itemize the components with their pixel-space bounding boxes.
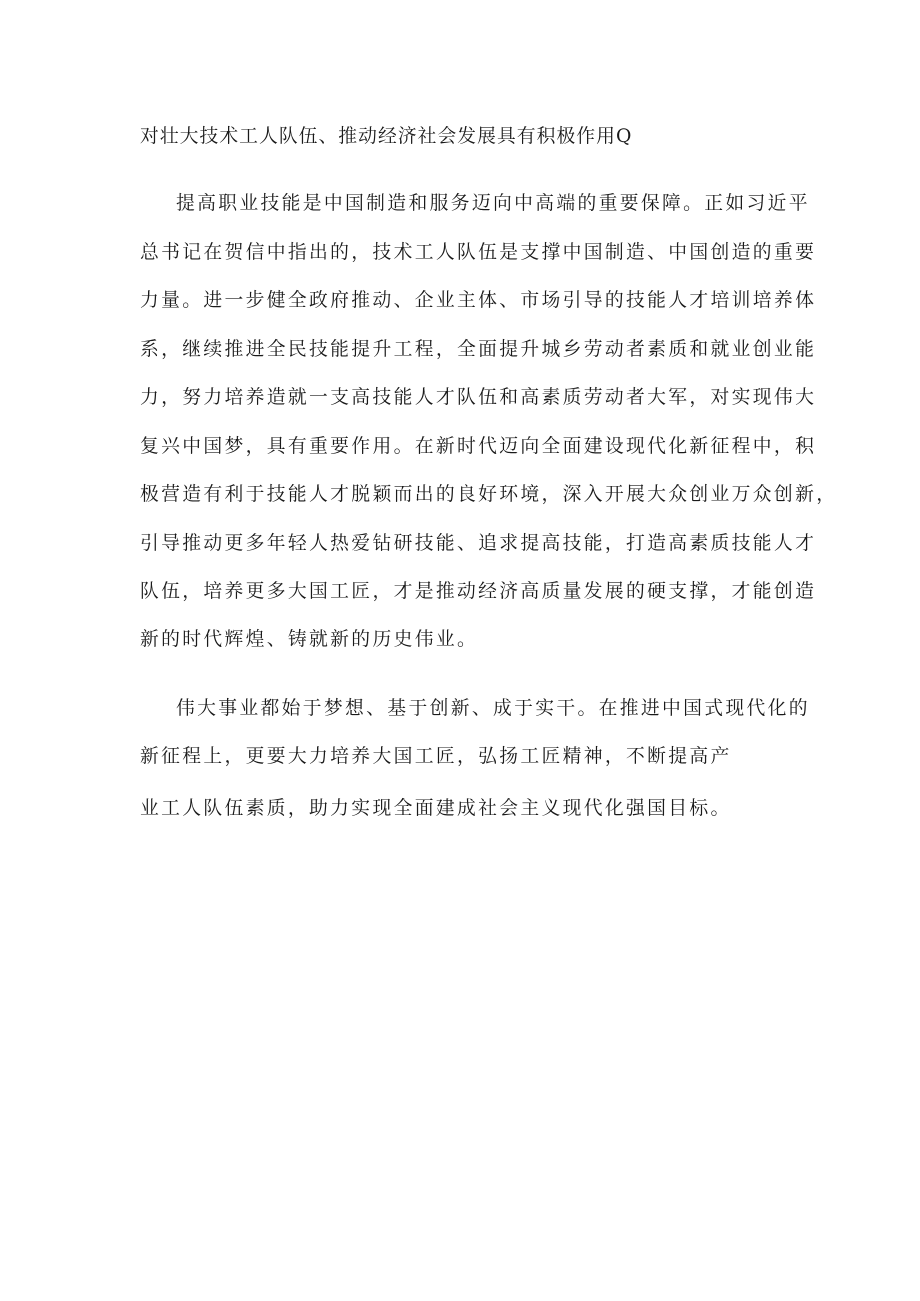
paragraph-2-line-9: 队伍，培养更多大国工匠，才是推动经济高质量发展的硬支撑，才能创造 [140,581,817,602]
paragraph-2-line-10: 新的时代辉煌、铸就新的历史伟业。 [140,629,479,650]
paragraph-2-line-6: 复兴中国梦，具有重要作用。在新时代迈向全面建设现代化新征程中，积 [140,436,817,457]
paragraph-2-line-8: 引导推动更多年轻人热爱钻研技能、追求提高技能，打造高素质技能人才 [140,533,817,554]
paragraph-3-line-1: 伟大事业都始于梦想、基于创新、成于实干。在推进中国式现代化的 [176,698,810,719]
paragraph-3-line-2: 新征程上，更要大力培养大国工匠，弘扬工匠精神，不断提高产 [140,746,732,767]
paragraph-2-line-1: 提高职业技能是中国制造和服务迈向中高端的重要保障。正如习近平 [176,193,810,214]
paragraph-1-line-1: 对壮大技术工人队伍、推动经济社会发展具有积极作用Q [140,126,633,147]
paragraph-2-line-3: 力量。进一步健全政府推动、企业主体、市场引导的技能人才培训培养体 [140,290,817,311]
paragraph-2-line-5: 力，努力培养造就一支高技能人才队伍和高素质劳动者大军，对实现伟大 [140,387,817,408]
paragraph-2-line-7: 极营造有利于技能人才脱颖而出的良好环境，深入开展大众创业万众创新， [140,484,838,505]
paragraph-2-line-2: 总书记在贺信中指出的，技术工人队伍是支撑中国制造、中国创造的重要 [140,242,817,263]
paragraph-3-line-3: 业工人队伍素质，助力实现全面建成社会主义现代化强国目标。 [140,798,732,819]
paragraph-2-line-4: 系，继续推进全民技能提升工程，全面提升城乡劳动者素质和就业创业能 [140,339,817,360]
